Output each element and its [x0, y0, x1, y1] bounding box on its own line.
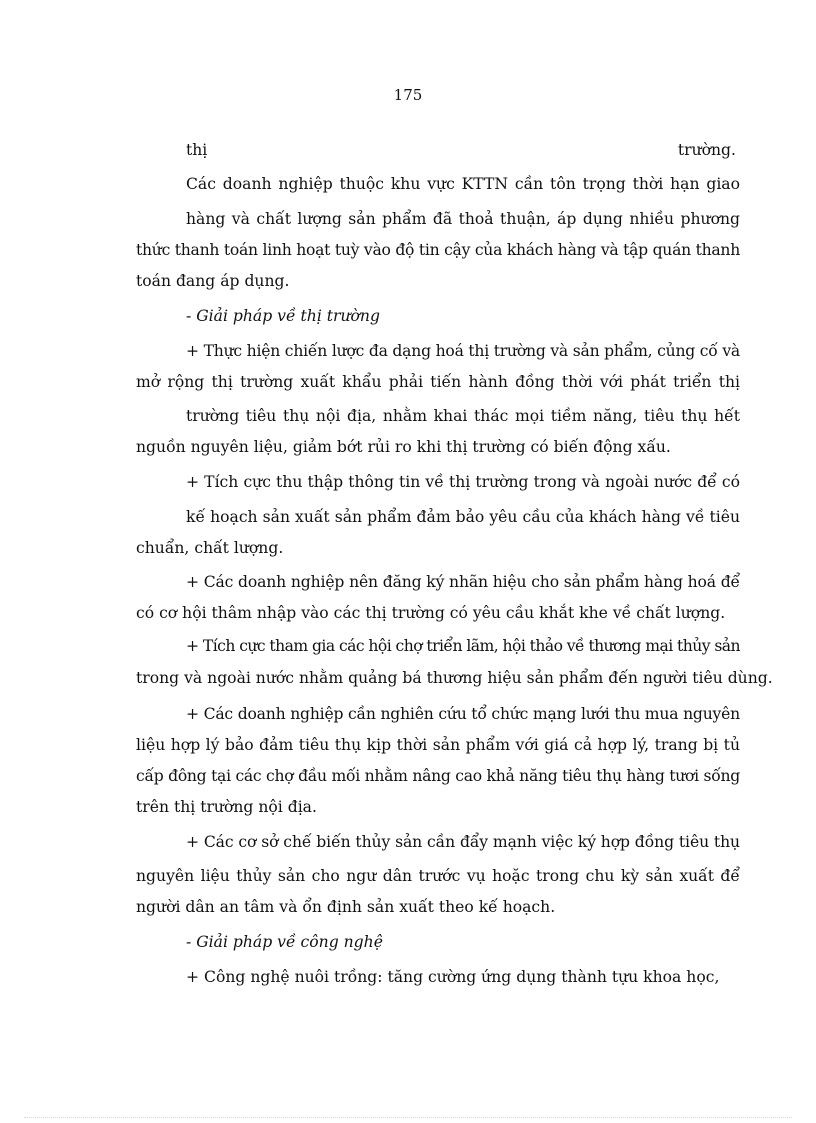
text-line: + Các cơ sở chế biến thủy sản cần đẩy mạnh việc ký hợp đồng tiêu thụ	[186, 833, 740, 851]
text-line: trong và ngoài nước nhằm quảng bá thương hiệu sản phẩm đến người tiêu dùng.	[136, 669, 773, 687]
section-heading: - Giải pháp về thị trường	[186, 307, 380, 325]
text-line: hàng và chất lượng sản phẩm đã thoả thuận, áp dụng nhiều phương	[186, 210, 740, 228]
text-line: nguồn nguyên liệu, giảm bớt rủi ro khi thị trường có biến động xấu.	[136, 438, 671, 456]
text-line: người dân an tâm và ổn định sản xuất theo kế hoạch.	[136, 898, 556, 916]
text-line: nguyên liệu thủy sản cho ngư dân trước vụ hoặc trong chu kỳ sản xuất để	[136, 867, 740, 885]
text-line: toán đang áp dụng.	[136, 272, 290, 290]
text-line: + Thực hiện chiến lược đa dạng hoá thị trường và sản phẩm, củng cố và	[186, 342, 740, 360]
text-line	[186, 140, 736, 160]
text-line: + Các doanh nghiệp nên đăng ký nhãn hiệu cho sản phẩm hàng hoá để	[186, 573, 740, 591]
section-heading: - Giải pháp về công nghệ	[186, 933, 383, 951]
text-line: kế hoạch sản xuất sản phẩm đảm bảo yêu cầu của khách hàng về tiêu	[186, 508, 740, 526]
text-line: có cơ hội thâm nhập vào các thị trường có yêu cầu khắt khe về chất lượng.	[136, 604, 726, 622]
text-line: + Tích cực thu thập thông tin về thị trường trong và ngoài nước để có	[186, 473, 740, 491]
text-line: + Các doanh nghiệp cần nghiên cứu tổ chức mạng lưới thu mua nguyên	[186, 705, 740, 723]
text-line: thức thanh toán linh hoạt tuỳ vào độ tin cậy của khách hàng và tập quán thanh	[136, 241, 740, 259]
text-line: trường tiêu thụ nội địa, nhằm khai thác mọi tiềm năng, tiêu thụ hết	[186, 407, 740, 425]
text-line: cấp đông tại các chợ đầu mối nhằm nâng cao khả năng tiêu thụ hàng tươi sống	[136, 767, 741, 785]
text-line: + Tích cực tham gia các hội chợ triển lãm, hội thảo về thương mại thủy sản	[186, 637, 740, 655]
word: trường.	[677, 141, 736, 159]
text-line: liệu hợp lý bảo đảm tiêu thụ kịp thời sản phẩm với giá cả hợp lý, trang bị tủ	[136, 736, 740, 754]
page-bottom-rule	[24, 1117, 792, 1118]
text-line: + Công nghệ nuôi trồng: tăng cường ứng dụng thành tựu khoa học,	[186, 968, 720, 986]
text-line: chuẩn, chất lượng.	[136, 539, 284, 557]
text-line: Các doanh nghiệp thuộc khu vực KTTN cần tôn trọng thời hạn giao	[186, 175, 740, 193]
text-line: trên thị trường nội địa.	[136, 798, 317, 816]
text-line: mở rộng thị trường xuất khẩu phải tiến hành đồng thời với phát triển thị	[136, 373, 740, 391]
word: thị	[186, 141, 208, 159]
page-number: 175	[393, 86, 423, 104]
